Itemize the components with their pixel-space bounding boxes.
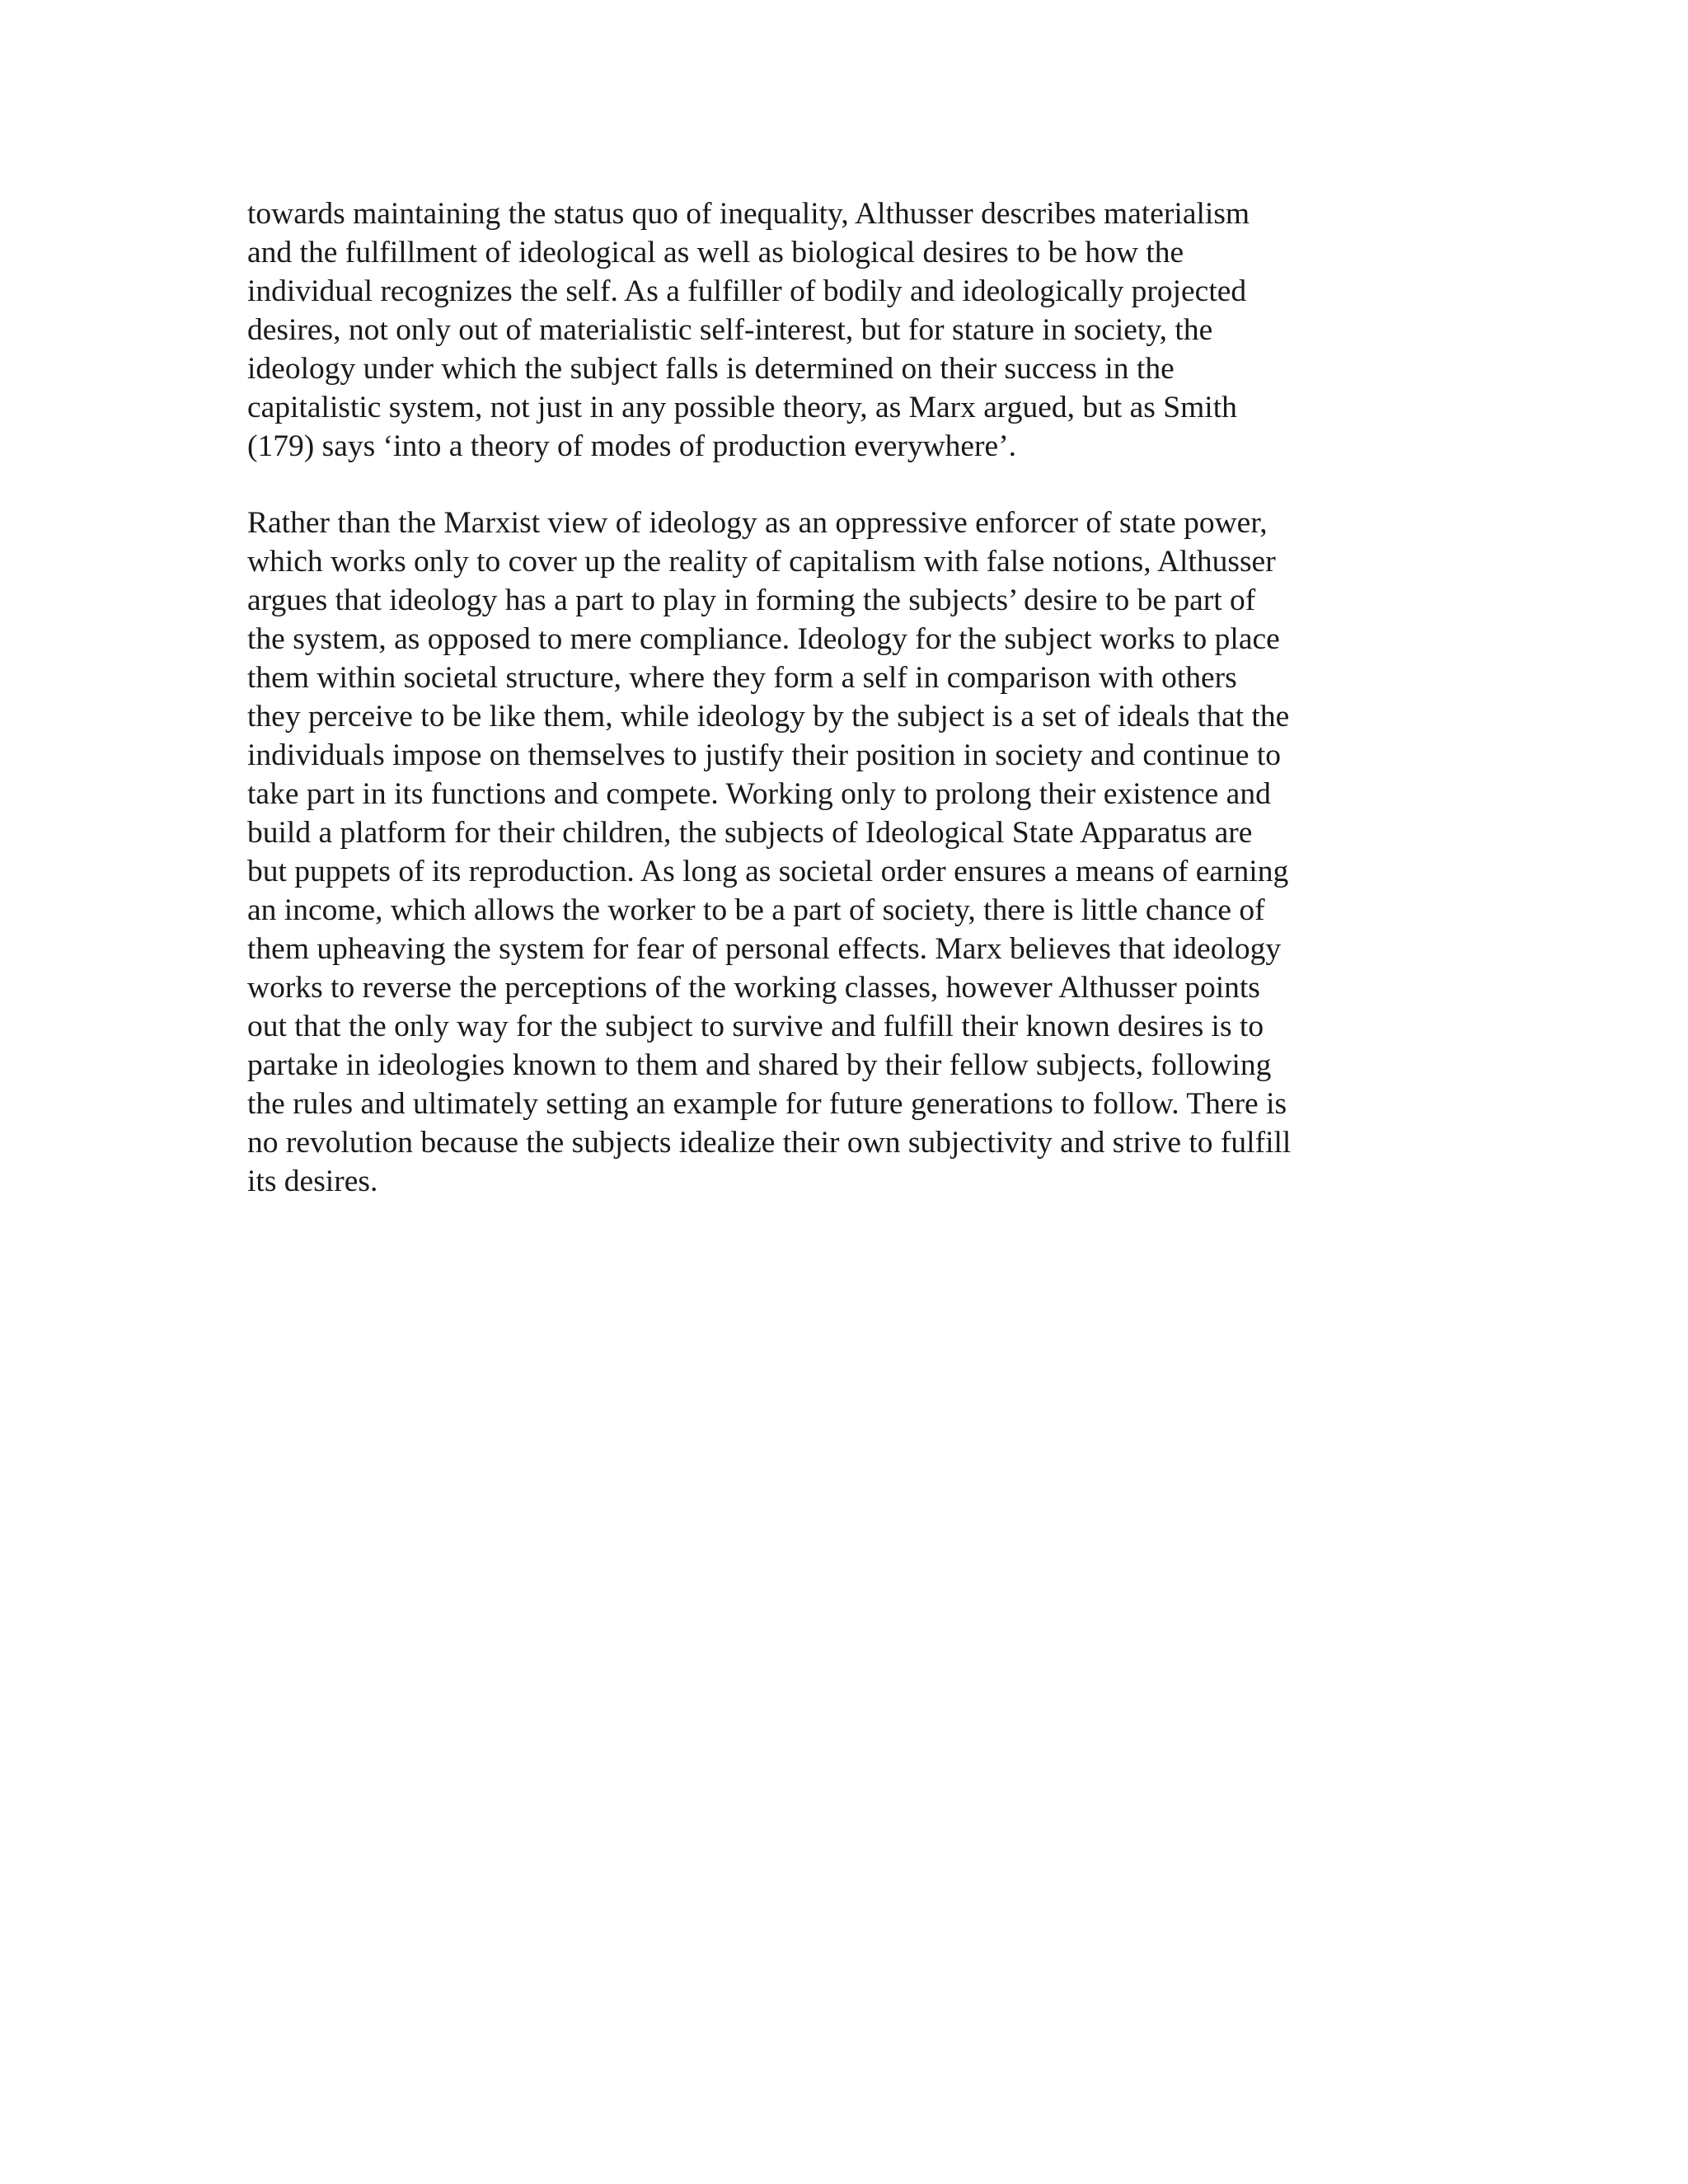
text-line: ideology under which the subject falls is determined on their success in the (247, 352, 1175, 386)
text-line: argues that ideology has a part to play in forming the subjects’ desire to be part of (247, 583, 1256, 617)
text-line: which works only to cover up the reality of capitalism with false notions, Althusser (247, 545, 1276, 579)
text-line: capitalistic system, not just in any possible theory, as Marx argued, but as Smith (247, 391, 1237, 424)
paragraph-spacer (247, 466, 1451, 504)
text-line: build a platform for their children, the subjects of Ideological State Apparatus are (247, 816, 1253, 850)
text-line: the system, as opposed to mere compliance. Ideology for the subject works to place (247, 622, 1280, 656)
text-line: individual recognizes the self. As a fulfiller of bodily and ideologically projected (247, 274, 1247, 308)
text-line: (179) says ‘into a theory of modes of production everywhere’. (247, 429, 1017, 463)
text-line: towards maintaining the status quo of inequality, Althusser describes materialism (247, 197, 1250, 231)
text-line: individuals impose on themselves to justify their position in society and continue to (247, 738, 1282, 772)
text-line: works to reverse the perceptions of the working classes, however Althusser points (247, 971, 1260, 1005)
text-line: no revolution because the subjects idealize their own subjectivity and strive to fulfill (247, 1126, 1292, 1160)
text-line: Rather than the Marxist view of ideology as an oppressive enforcer of state power, (247, 506, 1268, 540)
text-line: partake in ideologies known to them and shared by their fellow subjects, following (247, 1048, 1272, 1082)
text-line: them upheaving the system for fear of personal effects. Marx believes that ideology (247, 932, 1282, 966)
text-line: but puppets of its reproduction. As long as societal order ensures a means of earning (247, 855, 1289, 888)
document-body (247, 194, 1451, 1201)
text-line: they perceive to be like them, while ideology by the subject is a set of ideals that the (247, 700, 1290, 733)
text-line: an income, which allows the worker to be a part of society, there is little chance of (247, 893, 1265, 927)
paragraph-1 (247, 194, 1451, 466)
text-line: the rules and ultimately setting an example for future generations to follow. There is (247, 1087, 1287, 1121)
text-line: take part in its functions and compete. Working only to prolong their existence and (247, 777, 1271, 811)
text-line: its desires. (247, 1165, 378, 1198)
text-line: them within societal structure, where they form a self in comparison with others (247, 661, 1237, 695)
text-line: and the fulfillment of ideological as well as biological desires to be how the (247, 236, 1184, 269)
paragraph-2 (247, 504, 1451, 1201)
text-line: out that the only way for the subject to survive and fulfill their known desires is to (247, 1010, 1264, 1043)
text-line: desires, not only out of materialistic self-interest, but for stature in society, the (247, 313, 1213, 347)
